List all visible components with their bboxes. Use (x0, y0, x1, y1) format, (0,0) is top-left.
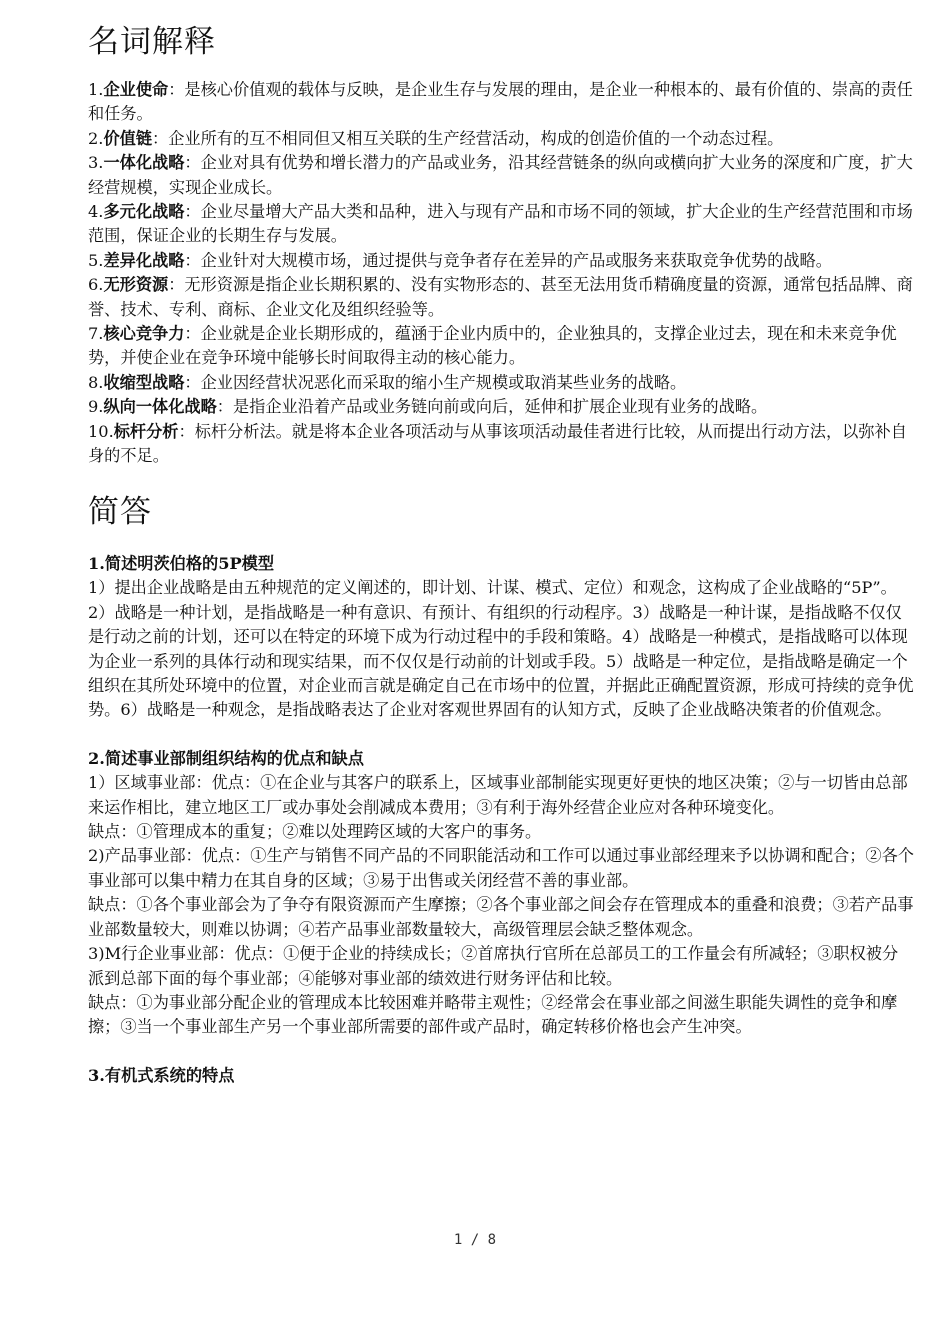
answer-paragraph: 1）提出企业战略是由五种规范的定义阐述的，即计划、计谋、模式、定位）和观念，这构成了企业战略的“5P”。2）战略是一种计划，是指战略是一种有意识、有预计、有组织的行动程序。3）战略是一种计谋，是指战略不仅仅是行动之前的计划，还可以在特定的环境下成为行动过程中的手段和策略。4）战略是一种模式，是指战略可以体现为企业一系列的具体行动和现实结果，而不仅仅是行动前的计划或手段。5）战略是一种定位，是指战略是确定一个组织在其所处环境中的位置，对企业而言就是确定自己在市场中的位置，并据此正确配置资源，形成可持续的竞争优势。6）战略是一种观念，是指战略表达了企业对客观世界固有的认知方式，反映了企业战略决策者的价值观念。 (88, 578, 914, 720)
glossary-item: 6.无形资源：无形资源是指企业长期积累的、没有实物形态的、甚至无法用货币精确度量的资源，通常包括品牌、商誉、技术、专利、商标、企业文化及组织经验等。 (88, 275, 913, 319)
short-answer-body (88, 552, 914, 1088)
question-title: 1.简述明茨伯格的5P模型 (88, 554, 275, 573)
answer-paragraph: 缺点：①为事业部分配企业的管理成本比较困难并略带主观性；②经常会在事业部之间滋生职能失调性的竞争和摩擦；③当一个事业部生产另一个事业部所需要的部件或产品时，确定转移价格也会产生冲突。 (88, 992, 898, 1037)
answer-paragraph: 3)M行企业事业部：优点：①便于企业的持续成长；②首席执行官所在总部员工的工作量会有所减轻；③职权被分派到总部下面的每个事业部；④能够对事业部的绩效进行财务评估和比较。 (88, 944, 899, 988)
answer-paragraph: 缺点：①管理成本的重复；②难以处理跨区域的大客户的事务。 (88, 822, 542, 842)
glossary-list (88, 78, 914, 469)
question-title: 3.有机式系统的特点 (88, 1065, 235, 1085)
answer-paragraph: 2)产品事业部：优点：①生产与销售不同产品的不同职能活动和工作可以通过事业部经理来予以协调和配合；②各个事业部可以集中精力在其自身的区域；③易于出售或关闭经营不善的事业部。 (88, 846, 914, 890)
answer-paragraph: 缺点：①各个事业部会为了争夺有限资源而产生摩擦；②各个事业部之间会存在管理成本的重叠和浪费；③若产品事业部数量较大，则难以协调；④若产品事业部数量较大，高级管理层会缺乏整体观念。 (88, 895, 914, 939)
page-number: 1 / 8 (453, 1232, 497, 1248)
section-title-short-answer: 简答 (88, 494, 152, 530)
glossary-item: 1.企业使命：是核心价值观的载体与反映，是企业生存与发展的理由，是企业一种根本的、最有价值的、崇高的责任和任务。 (88, 80, 913, 124)
answer-paragraph: 1）区域事业部：优点：①在企业与其客户的联系上，区域事业部制能实现更好更快的地区决策；②与一切皆由总部来运作相比，建立地区工厂或办事处会削减成本费用；③有利于海外经营企业应对各种环境变化。 (88, 773, 908, 817)
glossary-item: 4.多元化战略：企业尽量增大产品大类和品种，进入与现有产品和市场不同的领域，扩大企业的生产经营范围和市场范围，保证企业的长期生存与发展。 (88, 202, 913, 246)
section-title-glossary: 名词解释 (88, 24, 216, 60)
glossary-item: 9.纵向一体化战略：是指企业沿着产品或业务链向前或向后，延伸和扩展企业现有业务的战略。 (88, 397, 768, 417)
glossary-item: 7.核心竞争力：企业就是企业长期形成的，蕴涵于企业内质中的，企业独具的，支撑企业过去，现在和未来竞争优势，并使企业在竞争环境中能够长时间取得主动的核心能力。 (88, 324, 897, 368)
glossary-item: 2.价值链：企业所有的互不相同但又相互关联的生产经营活动，构成的创造价值的一个动态过程。 (88, 128, 784, 148)
glossary-item: 3.一体化战略：企业对具有优势和增长潜力的产品或业务，沿其经营链条的纵向或横向扩大业务的深度和广度，扩大经营规模，实现企业成长。 (88, 153, 913, 197)
glossary-item: 5.差异化战略：企业针对大规模市场，通过提供与竞争者存在差异的产品或服务来获取竞争优势的战略。 (88, 250, 832, 270)
question-title: 2.简述事业部制组织结构的优点和缺点 (88, 748, 364, 768)
glossary-item: 10.标杆分析：标杆分析法。就是将本企业各项活动与从事该项活动最佳者进行比较，从而提出行动方法，以弥补自身的不足。 (88, 421, 907, 466)
glossary-item: 8.收缩型战略：企业因经营状况恶化而采取的缩小生产规模或取消某些业务的战略。 (88, 372, 687, 392)
